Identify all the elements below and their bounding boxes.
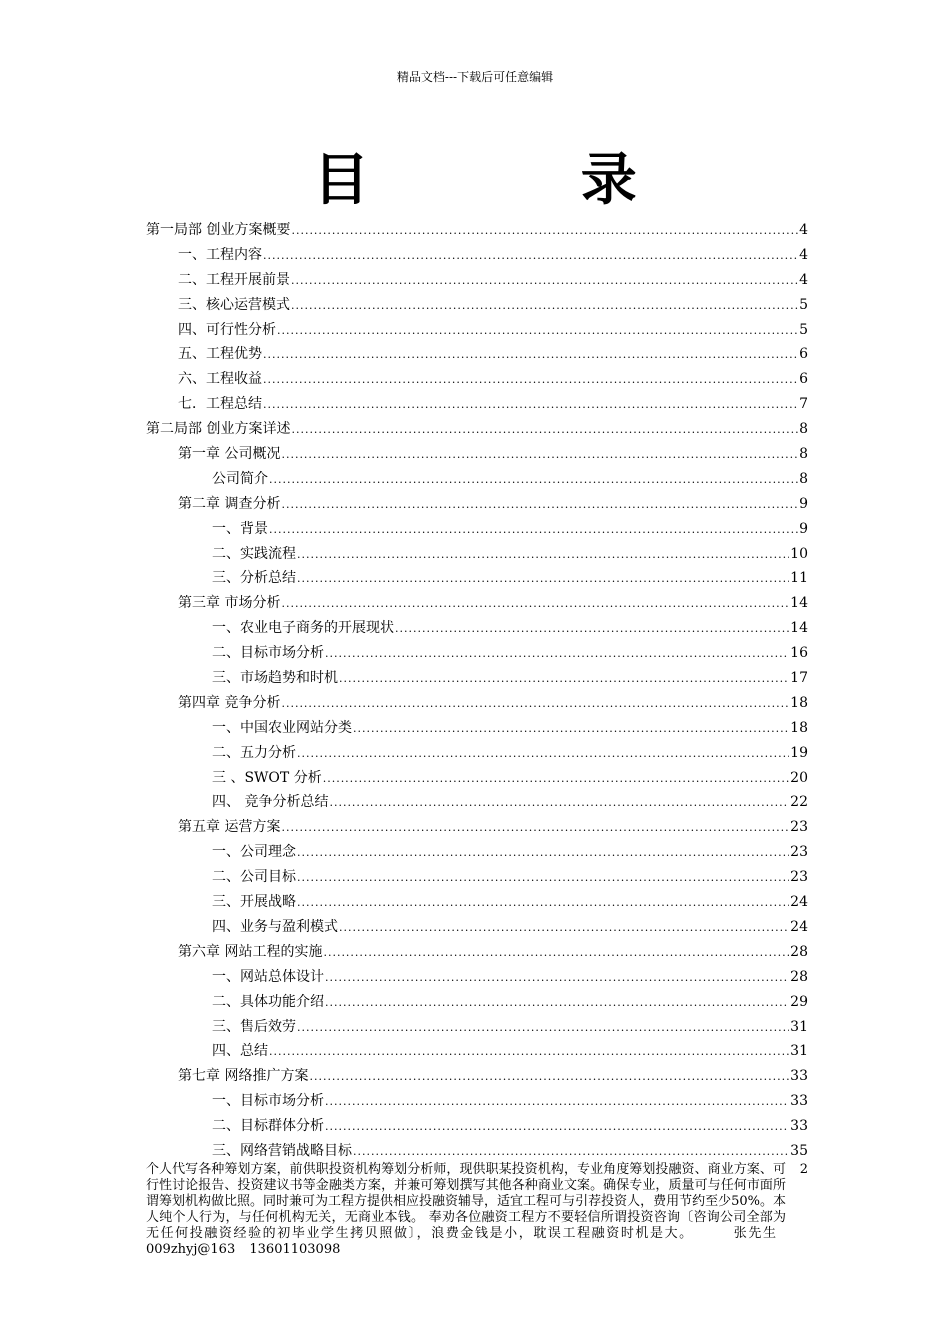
toc-leader-dots xyxy=(339,667,789,692)
toc-entry-label: 二、具体功能介绍 xyxy=(212,993,324,1010)
toc-entry-page: 28 xyxy=(790,943,808,960)
toc-entry-page: 11 xyxy=(790,570,808,587)
toc-leader-dots xyxy=(277,319,798,344)
toc-entry-page: 10 xyxy=(790,545,808,562)
toc-entry-label: 第一局部 创业方案概要 xyxy=(146,222,291,238)
toc-entry-label: 一、工程内容 xyxy=(178,246,262,263)
toc-entry-page: 33 xyxy=(790,1118,808,1135)
toc-leader-dots xyxy=(297,866,789,891)
toc-entry-label: 二、公司目标 xyxy=(212,869,296,886)
toc-entry[interactable] xyxy=(146,318,808,343)
toc-leader-dots xyxy=(297,891,789,916)
toc-entry-label: 三 、SWOT 分析 xyxy=(212,769,322,786)
toc-entry-page: 8 xyxy=(799,421,808,438)
page-footer xyxy=(146,1162,808,1258)
toc-entry-page: 6 xyxy=(799,346,808,363)
toc-leader-dots xyxy=(339,916,789,941)
toc-entry[interactable] xyxy=(146,790,808,815)
toc-entry-label: 第五章 运营方案 xyxy=(178,819,281,836)
toc-leader-dots xyxy=(291,219,798,244)
toc-entry-page: 28 xyxy=(790,968,808,985)
toc-entry-page: 5 xyxy=(799,296,808,313)
toc-entry-label: 第二章 调查分析 xyxy=(178,495,281,512)
toc-leader-dots xyxy=(325,1090,789,1115)
toc-entry-label: 三、市场趋势和时机 xyxy=(212,670,338,687)
toc-entry-label: 七．工程总结 xyxy=(178,396,262,413)
toc-entry[interactable] xyxy=(146,542,808,567)
toc-entry[interactable] xyxy=(146,442,808,467)
toc-entry-label: 一、中国农业网站分类 xyxy=(212,719,352,736)
toc-entry-label: 二、实践流程 xyxy=(212,545,296,562)
toc-entry-label: 六、工程收益 xyxy=(178,371,262,388)
toc-entry[interactable] xyxy=(146,1039,808,1064)
toc-entry-label: 二、工程开展前景 xyxy=(178,271,290,288)
toc-entry-page: 6 xyxy=(799,371,808,388)
toc-entry[interactable] xyxy=(146,741,808,766)
toc-entry-label: 一、公司理念 xyxy=(212,844,296,861)
toc-entry-page: 14 xyxy=(790,620,808,637)
toc-leader-dots xyxy=(281,493,798,518)
toc-leader-dots xyxy=(353,717,789,742)
toc-leader-dots xyxy=(291,294,798,319)
toc-entry-label: 第六章 网站工程的实施 xyxy=(178,943,323,960)
page-title: 目 录 xyxy=(313,147,733,213)
toc-entry[interactable] xyxy=(146,218,808,243)
toc-leader-dots xyxy=(325,1115,789,1140)
toc-entry-label: 一、网站总体设计 xyxy=(212,968,324,985)
footer-body: 个人代写各种筹划方案，前供职投资机构筹划分析师，现供职某投资机构，专业角度筹划投融资、商业方案、可行性讨论报告、投资建议书等金融类方案，并兼可筹划撰写其他各种商业文案。确保专业，质量可与任何市面所谓筹划机构做比照。同时兼可为工程方提供相应投融资辅导，适宜工程可与引荐投资人，费用节约至少50%。本人纯个人行为，与任何机构无关，无商业本钱。 奉劝各位融资工程方不要轻信所谓投资咨询〔咨询公司全部为无任何投融资经验的初毕业学生拷贝照做〕，浪费金钱是小，耽误工程融资时机是大。 xyxy=(146,1162,786,1241)
toc-entry-label: 第七章 网络推广方案 xyxy=(178,1068,309,1085)
toc-leader-dots xyxy=(329,791,789,816)
page-number: 2 xyxy=(799,1162,808,1177)
toc-entry[interactable] xyxy=(146,840,808,865)
toc-entry[interactable] xyxy=(146,342,808,367)
toc-entry[interactable] xyxy=(146,890,808,915)
toc-entry[interactable] xyxy=(146,990,808,1015)
toc-leader-dots xyxy=(269,468,798,493)
toc-entry[interactable] xyxy=(146,1114,808,1139)
footer-note xyxy=(146,1162,786,1258)
toc-entry-page: 16 xyxy=(790,645,808,662)
toc-leader-dots xyxy=(291,418,798,443)
toc-entry[interactable] xyxy=(146,467,808,492)
toc-entry-page: 18 xyxy=(790,694,808,711)
toc-leader-dots xyxy=(269,518,798,543)
toc-entry-page: 4 xyxy=(799,222,808,238)
toc-entry[interactable] xyxy=(146,766,808,791)
toc-entry-label: 二、五力分析 xyxy=(212,744,296,761)
toc-entry-page: 24 xyxy=(790,894,808,911)
toc-entry[interactable] xyxy=(146,268,808,293)
toc-entry-page: 19 xyxy=(790,744,808,761)
toc-entry[interactable] xyxy=(146,815,808,840)
toc-entry-page: 22 xyxy=(790,794,808,811)
toc-entry-page: 29 xyxy=(790,993,808,1010)
toc-leader-dots xyxy=(281,443,798,468)
toc-entry[interactable] xyxy=(146,367,808,392)
toc-entry-page: 35 xyxy=(790,1142,808,1159)
toc-entry[interactable] xyxy=(146,243,808,268)
toc-entry-page: 23 xyxy=(790,869,808,886)
toc-entry[interactable] xyxy=(146,591,808,616)
toc-leader-dots xyxy=(297,1016,789,1041)
toc-entry-label: 第四章 竞争分析 xyxy=(178,694,281,711)
contact-phone: 13601103098 xyxy=(249,1242,341,1257)
toc-entry[interactable] xyxy=(146,641,808,666)
toc-entry-page: 4 xyxy=(799,246,808,263)
toc-entry-page: 23 xyxy=(790,819,808,836)
toc-entry-label: 四、业务与盈利模式 xyxy=(212,918,338,935)
toc-entry-label: 公司简介 xyxy=(212,470,268,487)
toc-entry-label: 一、农业电子商务的开展现状 xyxy=(212,620,394,637)
toc-entry-label: 三、售后效劳 xyxy=(212,1018,296,1035)
toc-leader-dots xyxy=(325,991,789,1016)
toc-entry-label: 三、开展战略 xyxy=(212,894,296,911)
toc-entry-label: 第三章 市场分析 xyxy=(178,595,281,612)
toc-entry[interactable] xyxy=(146,716,808,741)
toc-entry[interactable] xyxy=(146,517,808,542)
toc-entry-label: 三、分析总结 xyxy=(212,570,296,587)
toc-entry-label: 二、目标群体分析 xyxy=(212,1118,324,1135)
toc-leader-dots xyxy=(263,393,798,418)
toc-leader-dots xyxy=(325,642,789,667)
contact-name: 张先生 xyxy=(733,1226,776,1241)
toc-leader-dots xyxy=(297,543,789,568)
toc-entry-label: 四、可行性分析 xyxy=(178,321,276,338)
toc-entry-page: 9 xyxy=(799,520,808,537)
toc-leader-dots xyxy=(281,692,789,717)
toc-entry-page: 31 xyxy=(790,1018,808,1035)
toc-entry[interactable] xyxy=(146,940,808,965)
toc-leader-dots xyxy=(291,269,798,294)
toc-entry-page: 24 xyxy=(790,918,808,935)
toc-entry-page: 7 xyxy=(799,396,808,413)
toc-entry[interactable] xyxy=(146,417,808,442)
toc-leader-dots xyxy=(281,816,789,841)
toc-entry-page: 31 xyxy=(790,1043,808,1060)
toc-entry-label: 四、 竞争分析总结 xyxy=(212,794,329,811)
toc-entry-label: 四、总结 xyxy=(212,1043,268,1060)
toc-leader-dots xyxy=(325,966,789,991)
toc-entry-page: 33 xyxy=(790,1068,808,1085)
toc-entry-label: 三、核心运营模式 xyxy=(178,296,290,313)
toc-entry-page: 33 xyxy=(790,1093,808,1110)
toc-entry[interactable] xyxy=(146,965,808,990)
toc-entry[interactable] xyxy=(146,566,808,591)
toc-entry-page: 20 xyxy=(790,769,808,786)
toc-leader-dots xyxy=(263,244,798,269)
toc-leader-dots xyxy=(309,1065,789,1090)
toc-leader-dots xyxy=(269,1040,789,1065)
toc-entry[interactable] xyxy=(146,1064,808,1089)
toc-entry[interactable] xyxy=(146,691,808,716)
toc-leader-dots xyxy=(263,368,798,393)
toc-entry-label: 三、网络营销战略目标 xyxy=(212,1142,352,1159)
toc-entry[interactable] xyxy=(146,666,808,691)
toc-entry[interactable] xyxy=(146,616,808,641)
toc-entry-page: 8 xyxy=(799,446,808,463)
toc-entry-page: 18 xyxy=(790,719,808,736)
toc-entry[interactable] xyxy=(146,1089,808,1114)
toc-entry-page: 8 xyxy=(799,470,808,487)
toc-entry[interactable] xyxy=(146,293,808,318)
toc-entry-page: 5 xyxy=(799,321,808,338)
toc-entry-page: 4 xyxy=(799,271,808,288)
table-of-contents xyxy=(146,218,808,1164)
toc-leader-dots xyxy=(395,617,789,642)
toc-entry-page: 9 xyxy=(799,495,808,512)
contact-email: 009zhyj@163 xyxy=(146,1242,236,1257)
toc-entry[interactable] xyxy=(146,392,808,417)
toc-entry-label: 五、工程优势 xyxy=(178,346,262,363)
toc-entry-label: 二、目标市场分析 xyxy=(212,645,324,662)
toc-entry-page: 23 xyxy=(790,844,808,861)
toc-entry[interactable] xyxy=(146,1139,808,1164)
toc-leader-dots xyxy=(297,841,789,866)
page-header: 精品文档---下载后可任意编辑 xyxy=(396,70,554,84)
toc-leader-dots xyxy=(323,767,789,792)
toc-leader-dots xyxy=(263,343,798,368)
toc-leader-dots xyxy=(323,941,789,966)
toc-entry-label: 第一章 公司概况 xyxy=(178,446,281,463)
toc-entry[interactable] xyxy=(146,492,808,517)
toc-entry-page: 17 xyxy=(790,670,808,687)
toc-entry-page: 14 xyxy=(790,595,808,612)
toc-leader-dots xyxy=(297,567,789,592)
toc-entry[interactable] xyxy=(146,1015,808,1040)
toc-entry[interactable] xyxy=(146,865,808,890)
toc-leader-dots xyxy=(281,592,789,617)
toc-entry-label: 一、目标市场分析 xyxy=(212,1093,324,1110)
toc-entry-label: 一、背景 xyxy=(212,520,268,537)
toc-leader-dots xyxy=(297,742,789,767)
toc-entry[interactable] xyxy=(146,915,808,940)
toc-entry-label: 第二局部 创业方案详述 xyxy=(146,421,291,438)
